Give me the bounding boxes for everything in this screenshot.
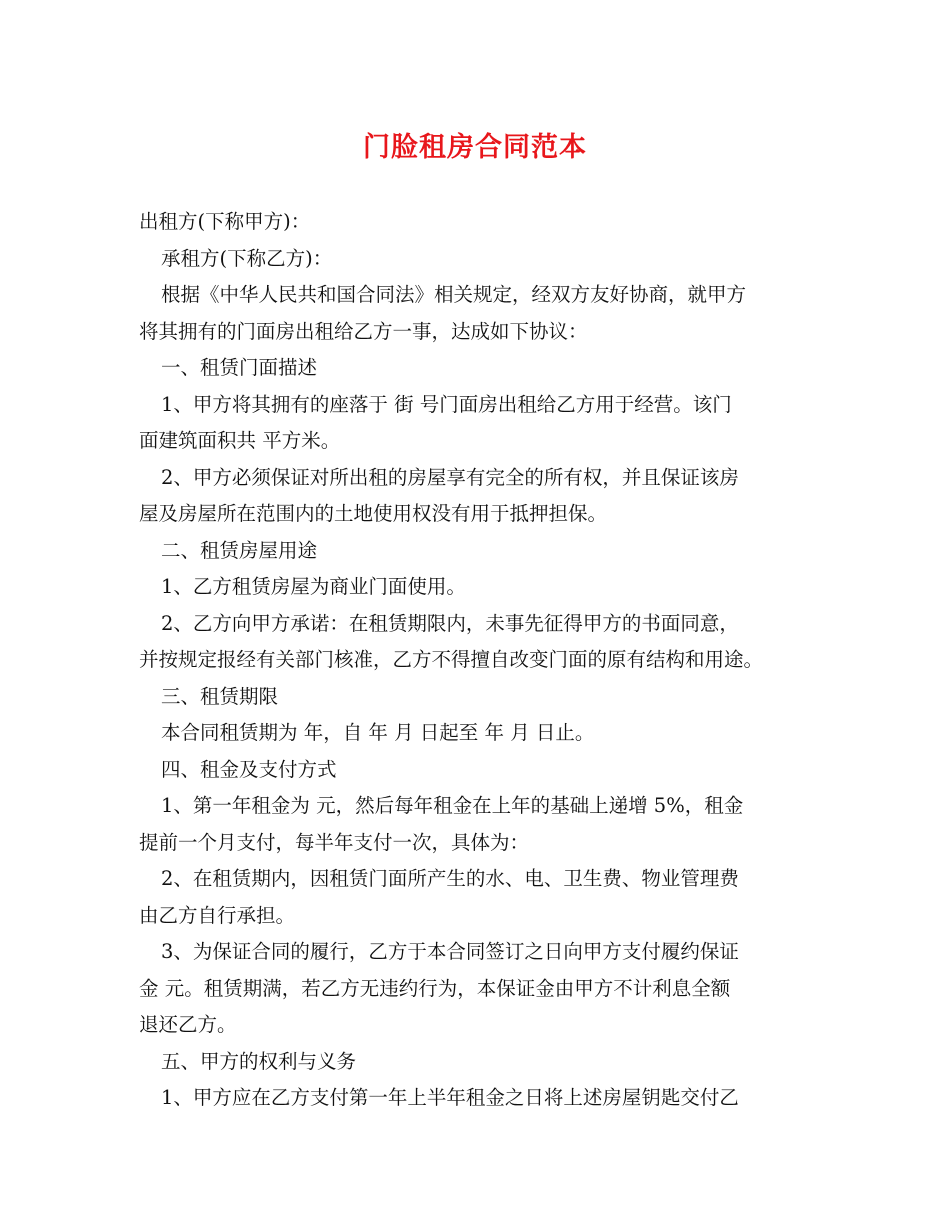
section-heading: 二、租赁房屋用途: [161, 538, 318, 562]
text-line: 根据《中华人民共和国合同法》相关规定，经双方友好协商，就甲方: [161, 283, 747, 306]
text-line: 本合同租赁期为 年，自 年 月 日起至 年 月 日止。: [161, 721, 595, 744]
text-line: 1、甲方将其拥有的座落于 街 号门面房出租给乙方用于经营。该门: [161, 392, 732, 416]
text-line: 退还乙方。: [139, 1013, 237, 1036]
text-line: 承租方(下称乙方)：: [161, 246, 333, 270]
document-body: [139, 204, 829, 1117]
text-line: 1、第一年租金为 元，然后每年租金在上年的基础上递增 5%，租金: [161, 794, 744, 817]
text-line: 出租方(下称甲方)：: [139, 210, 311, 233]
section-heading: 五、甲方的权利与义务: [161, 1049, 357, 1073]
text-line: 提前一个月支付，每半年支付一次，具体为：: [139, 830, 530, 854]
text-line: 2、乙方向甲方承诺：在租赁期限内，未事先征得甲方的书面同意，: [161, 611, 739, 635]
section-heading: 一、租赁门面描述: [161, 356, 318, 379]
document-title: 门脸租房合同范本: [363, 132, 587, 163]
section-heading: 四、租金及支付方式: [161, 757, 337, 781]
text-line: 1、乙方租赁房屋为商业门面使用。: [161, 575, 466, 598]
text-line: 由乙方自行承担。: [139, 903, 296, 927]
text-line: 2、甲方必须保证对所出租的房屋享有完全的所有权，并且保证该房: [161, 465, 739, 489]
text-line: 面建筑面积共 平方米。: [139, 429, 341, 452]
text-line: 并按规定报经有关部门核准，乙方不得擅自改变门面的原有结构和用途。: [139, 648, 764, 671]
text-line: 将其拥有的门面房出租给乙方一事，达成如下协议：: [139, 319, 588, 343]
text-line: 2、在租赁期内，因租赁门面所产生的水、电、卫生费、物业管理费: [161, 867, 739, 890]
text-line: 屋及房屋所在范围内的土地使用权没有用于抵押担保。: [139, 502, 608, 525]
text-line: 1、甲方应在乙方支付第一年上半年租金之日将上述房屋钥匙交付乙: [161, 1086, 739, 1109]
text-line: 金 元。租赁期满，若乙方无违约行为，本保证金由甲方不计利息全额: [139, 976, 731, 1000]
section-heading: 三、租赁期限: [161, 684, 279, 708]
text-line: 3、为保证合同的履行，乙方于本合同签订之日向甲方支付履约保证: [161, 940, 739, 963]
